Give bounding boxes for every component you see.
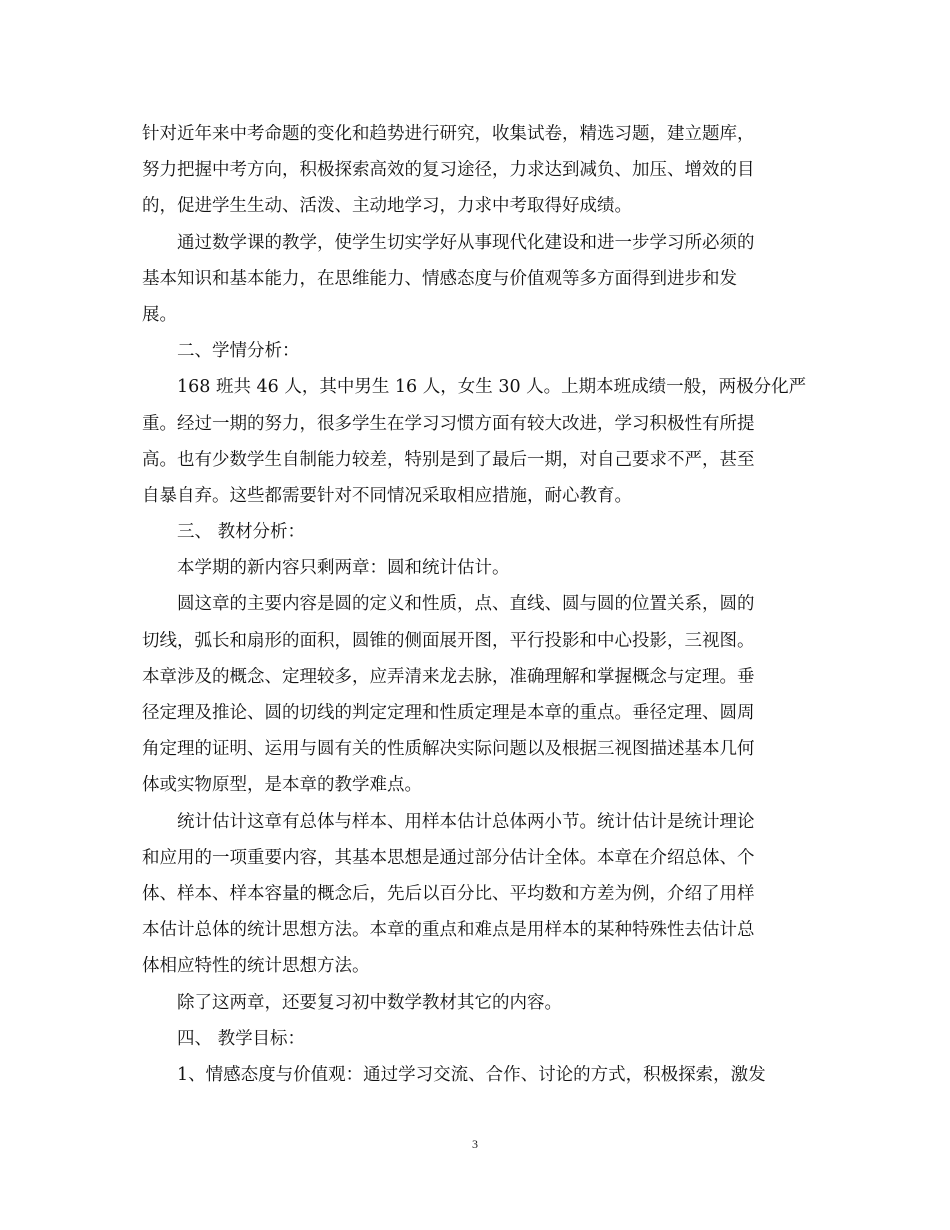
text-line: 和应用的一项重要内容，其基本思想是通过部分估计全体。本章在介绍总体、个 [142, 847, 755, 868]
text-line: 角定理的证明、运用与圆有关的性质解决实际问题以及根据三视图描述基本几何 [142, 739, 755, 760]
text-line: 径定理及推论、圆的切线的判定定理和性质定理是本章的重点。垂径定理、圆周 [142, 703, 755, 723]
text-line: 统计估计这章有总体与样本、用样本估计总体两小节。统计估计是统计理论 [177, 811, 755, 832]
text-line: 体相应特性的统计思想方法。 [142, 956, 370, 977]
text-line: 三、 教材分析： [177, 522, 306, 543]
text-line: 体或实物原型，是本章的教学难点。 [142, 775, 422, 796]
text-line: 自暴自弃。这些都需要针对不同情况采取相应措施，耐心教育。 [142, 485, 632, 506]
text-line: 本学期的新内容只剩两章：圆和统计估计。 [177, 558, 510, 579]
text-line: 1、情感态度与价值观：通过学习交流、合作、讨论的方式，积极探索，激发 [177, 1064, 766, 1085]
text-line: 通过数学课的教学，使学生切实学好从事现代化建设和进一步学习所必须的 [177, 232, 755, 253]
document-body [142, 116, 810, 1093]
text-line: 四、 教学目标： [177, 1028, 306, 1049]
text-line: 基本知识和基本能力，在思维能力、情感态度与价值观等多方面得到进步和发 [142, 268, 737, 289]
text-line: 展。 [142, 304, 177, 325]
text-line: 针对近年来中考命题的变化和趋势进行研究，收集试卷，精选习题，建立题库， [142, 124, 755, 144]
text-line: 二、学情分析： [177, 341, 300, 362]
text-line: 本估计总体的统计思想方法。本章的重点和难点是用样本的某种特殊性去估计总 [142, 920, 755, 941]
text-line: 本章涉及的概念、定理较多，应弄清来龙去脉，准确理解和掌握概念与定理。垂 [142, 666, 755, 687]
text-line: 努力把握中考方向，积极探索高效的复习途径，力求达到减负、加压、增效的目 [142, 160, 755, 181]
text-line: 的，促进学生生动、活泼、主动地学习，力求中考取得好成绩。 [142, 196, 632, 217]
text-line: 除了这两章，还要复习初中数学教材其它的内容。 [177, 992, 562, 1013]
text-line: 重。经过一期的努力，很多学生在学习习惯方面有较大改进，学习积极性有所提 [142, 413, 755, 434]
text-line: 切线，弧长和扇形的面积，圆锥的侧面展开图，平行投影和中心投影，三视图。 [142, 630, 755, 651]
text-line: 体、样本、样本容量的概念后，先后以百分比、平均数和方差为例，介绍了用样 [142, 883, 755, 904]
text-line: 圆这章的主要内容是圆的定义和性质，点、直线、圆与圆的位置关系，圆的 [177, 594, 755, 615]
page-number: 3 [472, 1137, 478, 1151]
text-line: 168 班共 46 人，其中男生 16 人，女生 30 人。上期本班成绩一般，两极分化严 [177, 377, 807, 398]
text-line: 高。也有少数学生自制能力较差，特别是到了最后一期，对自己要求不严，甚至 [142, 449, 755, 470]
